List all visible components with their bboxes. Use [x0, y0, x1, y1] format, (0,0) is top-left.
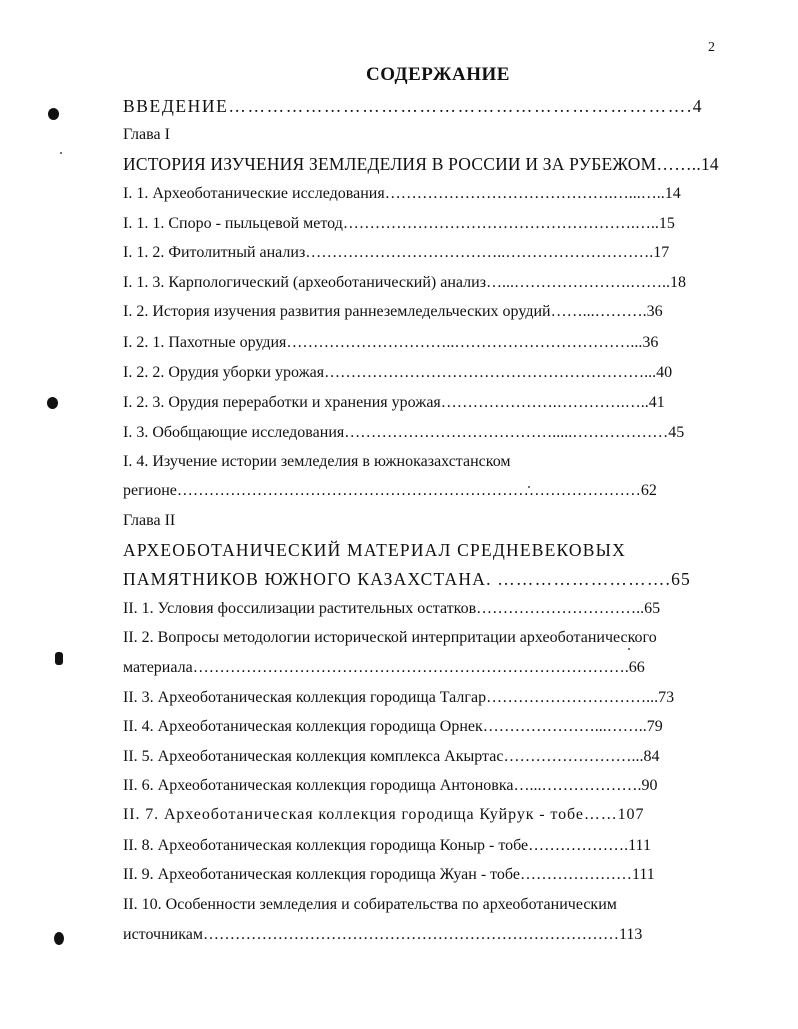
toc-entry: II. 8. Археоботаническая коллекция городища Коныр - тобе……………….111 — [123, 837, 651, 854]
toc-entry: I. 1. 2. Фитолитный анализ………………………………..……………………….17 — [123, 244, 670, 261]
chapter-title: ИСТОРИЯ ИЗУЧЕНИЯ ЗЕМЛЕДЕЛИЯ В РОССИИ И ЗА РУБЕЖОМ……..14 — [123, 154, 719, 174]
binding-hole-mark — [54, 932, 64, 945]
chapter-label: Глава II — [123, 512, 176, 529]
toc-entry: I. 4. Изучение истории земледелия в южноказахстанском — [123, 453, 511, 470]
page-number: 2 — [708, 40, 715, 55]
toc-entry: II. 6. Археоботаническая коллекция городища Антоновка…...……………….90 — [123, 777, 658, 794]
toc-entry: регионе……………………………………………………………………………62 — [123, 482, 657, 499]
toc-entry: I. 1. 3. Карпологический (археоботанический) анализ…...………………….……..18 — [123, 274, 687, 291]
toc-entry: II. 3. Археоботаническая коллекция городища Талгар…………………………...73 — [123, 689, 675, 706]
toc-entry: I. 3. Обобщающие исследования………………………………….....………………45 — [123, 424, 685, 441]
toc-entry: I. 2. 3. Орудия переработки и хранения урожая………………….………….…..41 — [123, 394, 665, 411]
scan-speck — [628, 648, 630, 650]
toc-entry: материала……………………………………………………………………….66 — [123, 659, 645, 676]
toc-entry: II. 5. Археоботаническая коллекция комплекса Акыртас……………………...84 — [123, 748, 660, 765]
toc-entry: II. 1. Условия фоссилизации растительных остатков…………………………..65 — [123, 600, 661, 617]
toc-entry-intro: ВВЕДЕНИЕ……………………………………………………………….4 — [123, 96, 704, 116]
toc-entry: I. 2. 2. Орудия уборки урожая……………………………………………………...40 — [123, 364, 673, 381]
toc-entry: II. 10. Особенности земледелия и собирательства по археоботаническим — [123, 896, 617, 913]
chapter-title: ПАМЯТНИКОВ ЮЖНОГО КАЗАХСТАНА. ……………………….65 — [123, 569, 691, 589]
page-title: СОДЕРЖАНИЕ — [366, 64, 510, 85]
toc-entry: II. 7. Археоботаническая коллекция городища Куйрук - тобе……107 — [123, 806, 645, 823]
toc-entry: II. 2. Вопросы методологии исторической интерпритации археоботанического — [123, 629, 657, 646]
toc-entry: I. 1. Археоботанические исследования…………………………………….…...…..14 — [123, 185, 681, 202]
toc-entry: I. 2. История изучения развития раннеземледельческих орудий……...……….36 — [123, 303, 663, 320]
toc-entry: I. 1. 1. Споро - пыльцевой метод……………………………………………….…..15 — [123, 215, 675, 232]
toc-entry: I. 2. 1. Пахотные орудия…………………………..……………………………...36 — [123, 334, 659, 351]
chapter-title: АРХЕОБОТАНИЧЕСКИЙ МАТЕРИАЛ СРЕДНЕВЕКОВЫХ — [123, 540, 626, 560]
chapter-label: Глава I — [123, 126, 170, 143]
scan-speck — [60, 152, 62, 154]
toc-entry: II. 4. Археоботаническая коллекция городища Орнек…………………...……..79 — [123, 718, 663, 735]
binding-hole-mark — [47, 397, 58, 409]
toc-entry: источникам……………………………………………………………………113 — [123, 926, 643, 943]
toc-entry: II. 9. Археоботаническая коллекция городища Жуан - тобе…………………111 — [123, 866, 655, 883]
binding-hole-mark — [55, 652, 63, 665]
binding-hole-mark — [48, 108, 59, 120]
